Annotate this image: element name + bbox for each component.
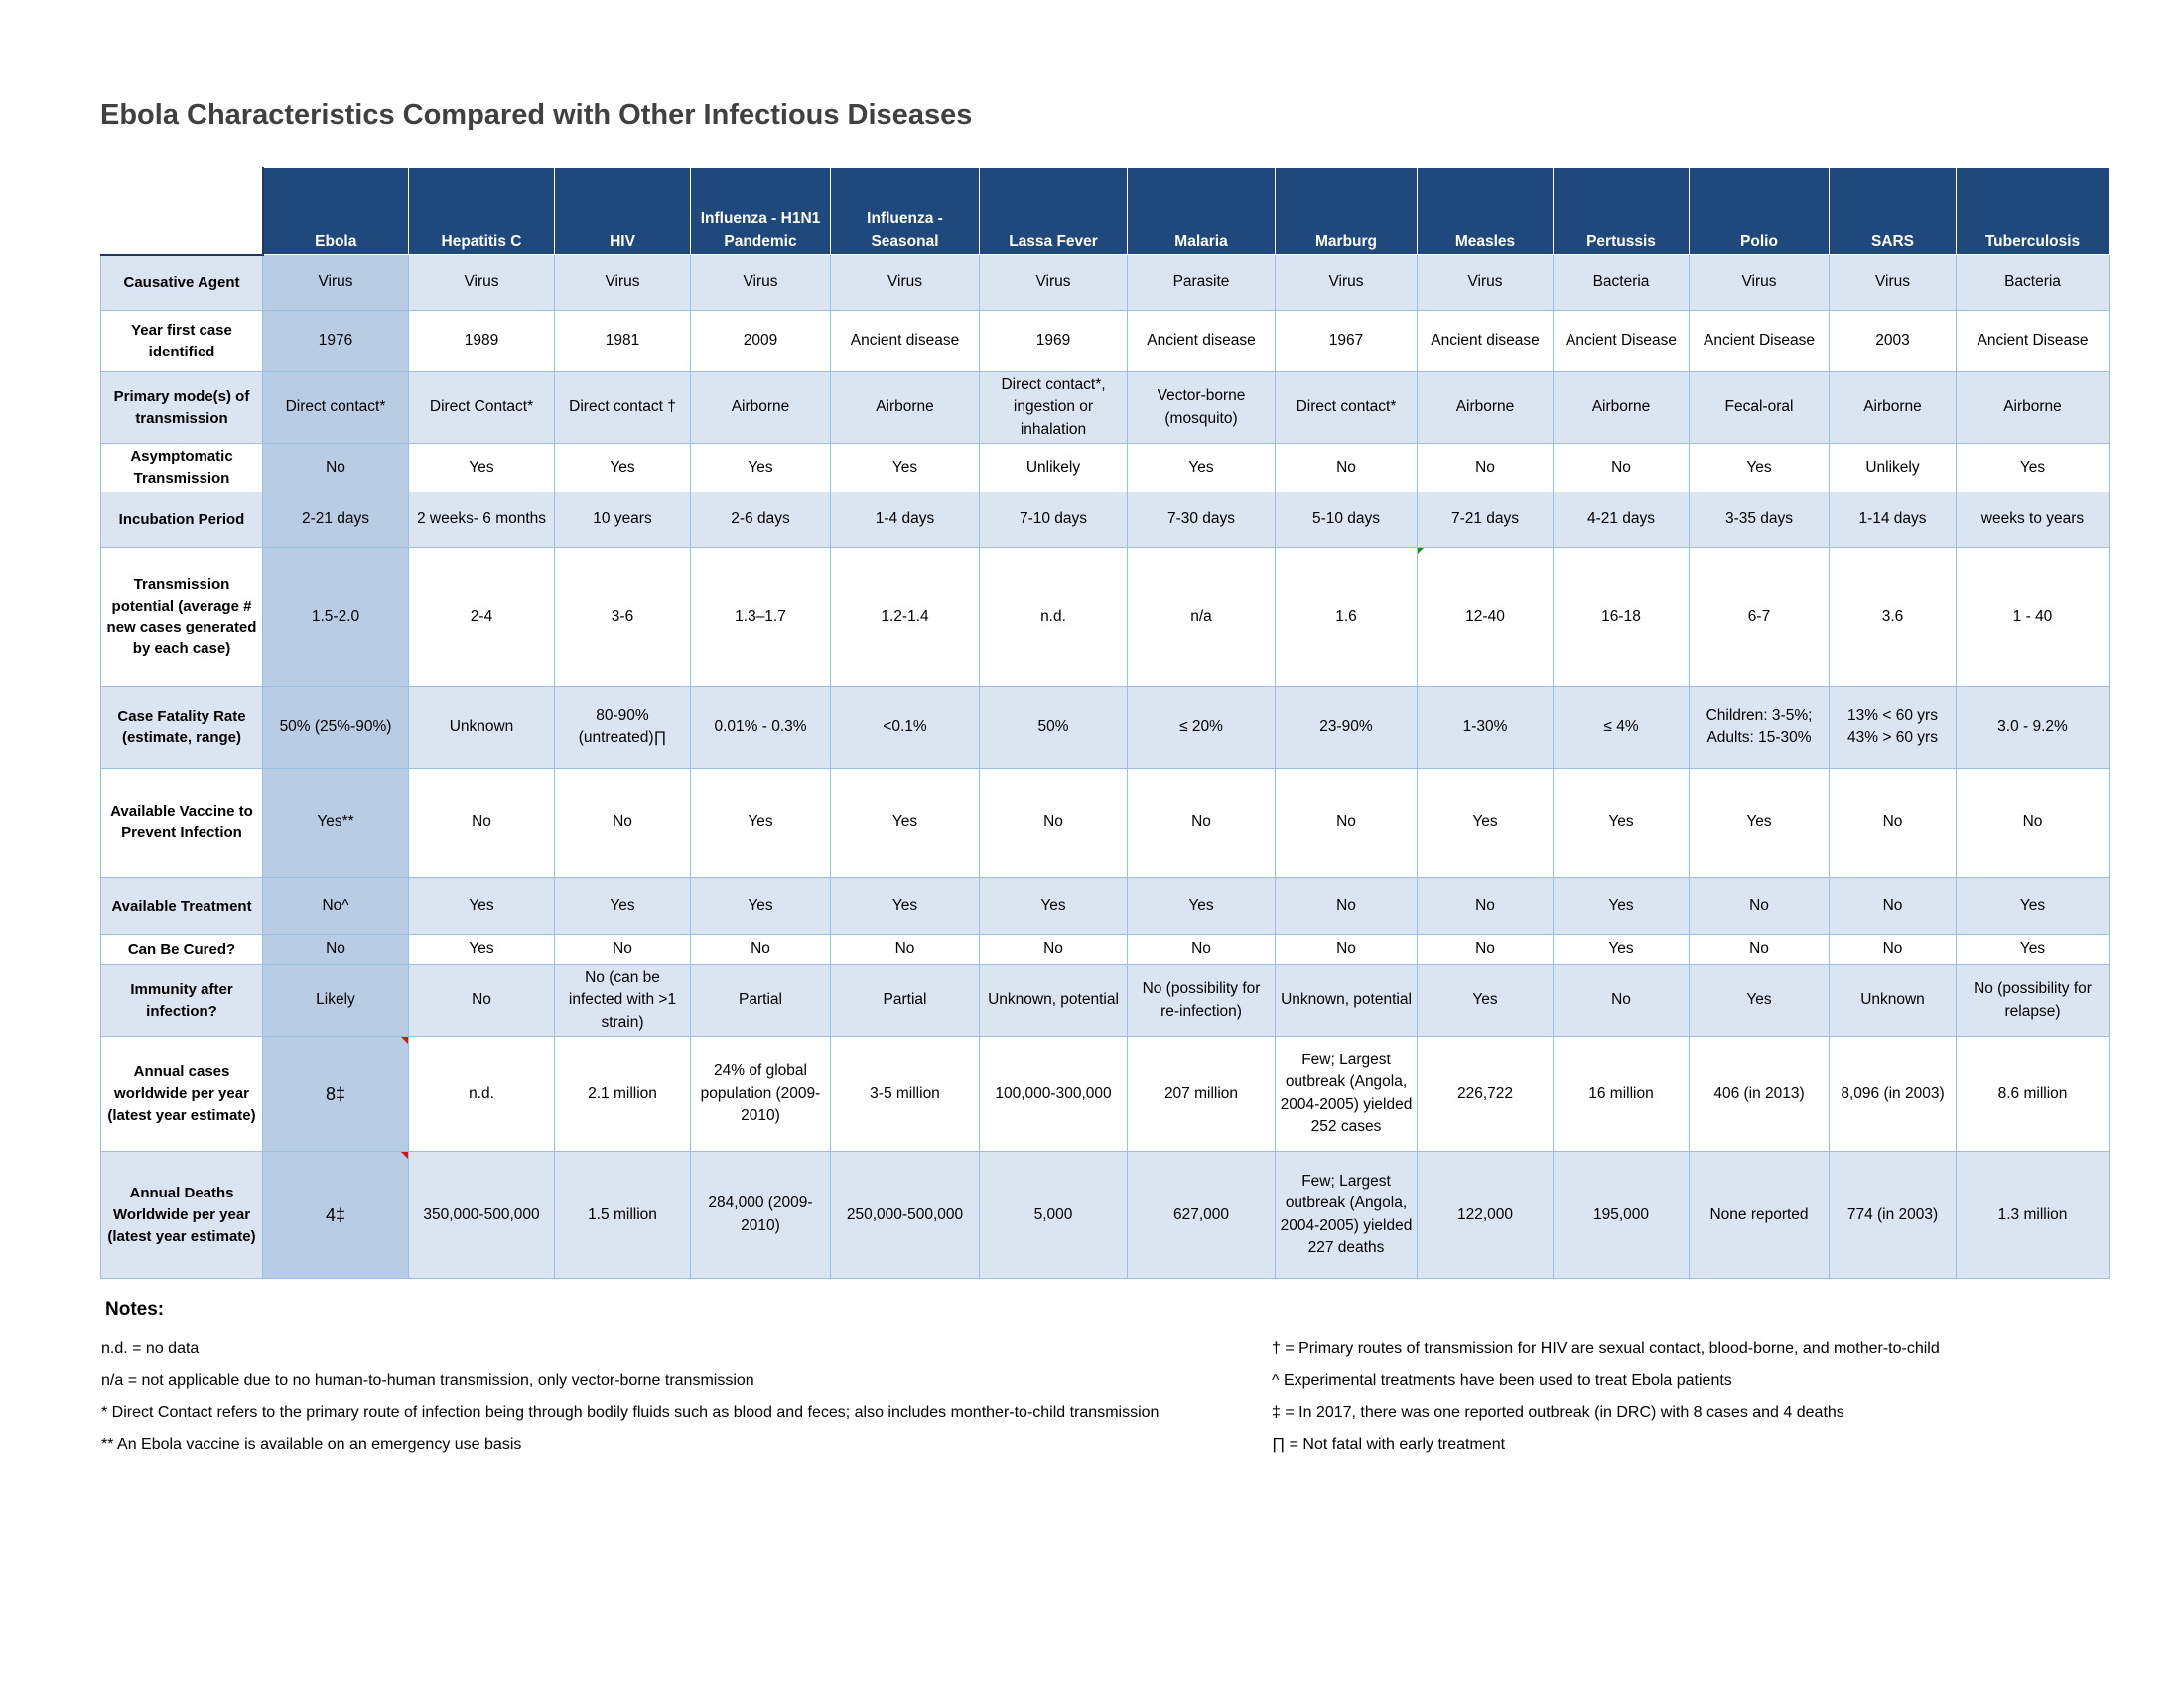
table-cell: 1-14 days	[1830, 492, 1957, 547]
table-cell: Likely	[263, 964, 409, 1036]
note-item: n.d. = no data	[101, 1340, 200, 1357]
table-cell: Partial	[831, 964, 980, 1036]
table-row	[101, 444, 2110, 492]
table-cell: No	[980, 934, 1128, 964]
table-cell: Airborne	[691, 372, 831, 444]
column-header-influenza-seasonal: Influenza - Seasonal	[831, 168, 980, 255]
table-cell: No	[555, 934, 691, 964]
table-cell: 4-21 days	[1554, 492, 1690, 547]
table-cell: Few; Largest outbreak (Angola, 2004-2005) yielded 252 cases	[1276, 1037, 1418, 1152]
table-row	[101, 686, 2110, 768]
table-cell: 13% < 60 yrs 43% > 60 yrs	[1830, 686, 1957, 768]
table-cell: 2003	[1830, 311, 1957, 372]
comment-marker-icon	[1418, 548, 1424, 554]
note-item: ** An Ebola vaccine is available on an emergency use basis	[101, 1436, 522, 1453]
table-cell: Direct contact*	[1276, 372, 1418, 444]
table-cell: No	[1957, 768, 2110, 877]
table-cell: ≤ 20%	[1128, 686, 1276, 768]
table-cell: 7-10 days	[980, 492, 1128, 547]
table-cell: Children: 3-5%; Adults: 15-30%	[1690, 686, 1830, 768]
table-cell: 250,000-500,000	[831, 1152, 980, 1279]
table-cell: No	[1128, 934, 1276, 964]
column-header-hiv: HIV	[555, 168, 691, 255]
table-cell: No	[1276, 444, 1418, 492]
note-item: ‡ = In 2017, there was one reported outbreak (in DRC) with 8 cases and 4 deaths	[1272, 1404, 1844, 1421]
row-header: Incubation Period	[101, 492, 263, 547]
table-cell: 50% (25%-90%)	[263, 686, 409, 768]
table-cell: 8‡	[263, 1037, 409, 1152]
table-cell: No	[980, 768, 1128, 877]
table-cell: Yes	[691, 877, 831, 934]
row-header: Available Vaccine to Prevent Infection	[101, 768, 263, 877]
page-title: Ebola Characteristics Compared with Other Infectious Diseases	[100, 99, 973, 131]
table-cell: 24% of global population (2009-2010)	[691, 1037, 831, 1152]
row-header: Causative Agent	[101, 255, 263, 311]
table-row	[101, 492, 2110, 547]
table-cell: 122,000	[1418, 1152, 1554, 1279]
table-cell: n.d.	[409, 1037, 555, 1152]
note-item: * Direct Contact refers to the primary route of infection being through bodily fluids such as blood and feces; also includes monther-to-child transmission	[101, 1404, 1160, 1421]
table-cell: 1-30%	[1418, 686, 1554, 768]
table-cell: 2009	[691, 311, 831, 372]
table-cell: Yes	[1690, 964, 1830, 1036]
table-cell: 50%	[980, 686, 1128, 768]
table-cell: 2-6 days	[691, 492, 831, 547]
table-cell: Yes	[1128, 444, 1276, 492]
column-header-malaria: Malaria	[1128, 168, 1276, 255]
table-cell: 2-4	[409, 547, 555, 686]
table-cell: 7-21 days	[1418, 492, 1554, 547]
table-cell: weeks to years	[1957, 492, 2110, 547]
table-cell: No (possibility for relapse)	[1957, 964, 2110, 1036]
table-cell: 284,000 (2009-2010)	[691, 1152, 831, 1279]
table-body	[101, 255, 2110, 1279]
table-cell: 7-30 days	[1128, 492, 1276, 547]
table-cell: Yes	[1418, 768, 1554, 877]
table-row	[101, 964, 2110, 1036]
table-row	[101, 255, 2110, 311]
table-cell: Direct contact*, ingestion or inhalation	[980, 372, 1128, 444]
table-cell: Ancient Disease	[1690, 311, 1830, 372]
table-cell: Virus	[1690, 255, 1830, 311]
notes-section	[100, 1299, 2086, 1453]
table-cell: No	[263, 444, 409, 492]
table-cell: 4‡	[263, 1152, 409, 1279]
table-cell: Yes	[831, 768, 980, 877]
table-cell: No	[1690, 877, 1830, 934]
table-cell: No^	[263, 877, 409, 934]
note-item: n/a = not applicable due to no human-to-human transmission, only vector-borne transmission	[101, 1372, 754, 1389]
column-header-marburg: Marburg	[1276, 168, 1418, 255]
table-cell: No	[1128, 768, 1276, 877]
table-cell: 8.6 million	[1957, 1037, 2110, 1152]
note-item: † = Primary routes of transmission for HIV are sexual contact, blood-borne, and mother-to-child	[1272, 1340, 1940, 1357]
table-cell: ≤ 4%	[1554, 686, 1690, 768]
table-cell: No	[1830, 934, 1957, 964]
row-header: Annual Deaths Worldwide per year (latest year estimate)	[101, 1152, 263, 1279]
column-header-tuberculosis: Tuberculosis	[1957, 168, 2110, 255]
table-cell: 5,000	[980, 1152, 1128, 1279]
table-cell: Virus	[555, 255, 691, 311]
table-cell: 1.5-2.0	[263, 547, 409, 686]
table-cell: Yes	[831, 877, 980, 934]
table-cell: 1 - 40	[1957, 547, 2110, 686]
table-cell: Fecal-oral	[1690, 372, 1830, 444]
table-cell: Yes**	[263, 768, 409, 877]
table-cell: Yes	[409, 934, 555, 964]
table-cell: Yes	[691, 444, 831, 492]
table-cell: No	[1418, 444, 1554, 492]
table-row	[101, 877, 2110, 934]
table-cell: 226,722	[1418, 1037, 1554, 1152]
table-row	[101, 1152, 2110, 1279]
table-cell: No (can be infected with >1 strain)	[555, 964, 691, 1036]
table-cell: 3-5 million	[831, 1037, 980, 1152]
table-cell: n/a	[1128, 547, 1276, 686]
table-cell: Ancient disease	[831, 311, 980, 372]
table-row	[101, 547, 2110, 686]
table-cell: Yes	[1690, 768, 1830, 877]
table-cell: Virus	[1418, 255, 1554, 311]
table-cell: No	[555, 768, 691, 877]
row-header: Primary mode(s) of transmission	[101, 372, 263, 444]
table-cell: Unknown	[1830, 964, 1957, 1036]
table-cell: Direct Contact*	[409, 372, 555, 444]
table-cell: 3.0 - 9.2%	[1957, 686, 2110, 768]
table-cell: Parasite	[1128, 255, 1276, 311]
table-cell: Direct contact †	[555, 372, 691, 444]
table-cell: No	[1554, 444, 1690, 492]
row-header: Can Be Cured?	[101, 934, 263, 964]
table-cell: No	[831, 934, 980, 964]
table-cell: Ancient disease	[1418, 311, 1554, 372]
table-cell: No	[691, 934, 831, 964]
table-cell: 2.1 million	[555, 1037, 691, 1152]
comparison-table	[100, 167, 2110, 1279]
table-cell: Yes	[409, 877, 555, 934]
table-cell: <0.1%	[831, 686, 980, 768]
column-header-ebola: Ebola	[263, 168, 409, 255]
table-cell: Unlikely	[980, 444, 1128, 492]
table-cell: 1.2-1.4	[831, 547, 980, 686]
table-cell: Virus	[980, 255, 1128, 311]
table-cell: 16 million	[1554, 1037, 1690, 1152]
table-cell: 2 weeks- 6 months	[409, 492, 555, 547]
column-header-influenza-h1n1: Influenza - H1N1 Pandemic	[691, 168, 831, 255]
table-cell: Yes	[831, 444, 980, 492]
table-cell: Bacteria	[1957, 255, 2110, 311]
disease-header-row	[101, 168, 2110, 255]
table-cell: Virus	[409, 255, 555, 311]
table-cell: Few; Largest outbreak (Angola, 2004-2005) yielded 227 deaths	[1276, 1152, 1418, 1279]
table-cell: 1967	[1276, 311, 1418, 372]
table-cell: 2-21 days	[263, 492, 409, 547]
row-header: Available Treatment	[101, 877, 263, 934]
notes-left-column	[101, 1338, 1159, 1466]
table-cell: Unlikely	[1830, 444, 1957, 492]
table-cell: No	[1418, 877, 1554, 934]
table-cell: 100,000-300,000	[980, 1037, 1128, 1152]
table-cell: Yes	[555, 444, 691, 492]
table-cell: Virus	[831, 255, 980, 311]
row-header: Asymptomatic Transmission	[101, 444, 263, 492]
table-cell: 6-7	[1690, 547, 1830, 686]
column-header-pertussis: Pertussis	[1554, 168, 1690, 255]
table-cell: 1976	[263, 311, 409, 372]
table-cell: 1.6	[1276, 547, 1418, 686]
table-cell: 350,000-500,000	[409, 1152, 555, 1279]
table-cell: 5-10 days	[1276, 492, 1418, 547]
note-item: ∏ = Not fatal with early treatment	[1272, 1436, 1506, 1453]
table-cell: Yes	[1957, 444, 2110, 492]
row-header: Case Fatality Rate (estimate, range)	[101, 686, 263, 768]
table-cell: 195,000	[1554, 1152, 1690, 1279]
table-cell: Direct contact*	[263, 372, 409, 444]
column-header-sars: SARS	[1830, 168, 1957, 255]
row-header: Transmission potential (average # new cases generated by each case)	[101, 547, 263, 686]
table-cell: Yes	[1128, 877, 1276, 934]
table-cell: Ancient Disease	[1957, 311, 2110, 372]
table-cell: No	[409, 768, 555, 877]
table-cell: 1-4 days	[831, 492, 980, 547]
table-cell: Unknown, potential	[980, 964, 1128, 1036]
table-cell: Virus	[1276, 255, 1418, 311]
table-cell: No	[1830, 877, 1957, 934]
table-cell: 1.5 million	[555, 1152, 691, 1279]
table-cell: Yes	[1957, 934, 2110, 964]
table-cell: 1.3–1.7	[691, 547, 831, 686]
table-cell: Yes	[691, 768, 831, 877]
table-cell: Yes	[1690, 444, 1830, 492]
table-cell: 3.6	[1830, 547, 1957, 686]
column-header-hepatitis-c: Hepatitis C	[409, 168, 555, 255]
note-item: ^ Experimental treatments have been used to treat Ebola patients	[1272, 1372, 1732, 1389]
table-cell: No	[1418, 934, 1554, 964]
table-cell: Airborne	[1830, 372, 1957, 444]
table-cell: No	[1830, 768, 1957, 877]
table-cell: Unknown	[409, 686, 555, 768]
table-cell: 1.3 million	[1957, 1152, 2110, 1279]
table-row	[101, 768, 2110, 877]
table-row	[101, 372, 2110, 444]
table-cell: Virus	[691, 255, 831, 311]
table-row	[101, 1037, 2110, 1152]
table-cell: 23-90%	[1276, 686, 1418, 768]
corner-cell	[101, 168, 263, 255]
table-cell: 10 years	[555, 492, 691, 547]
table-cell: 1981	[555, 311, 691, 372]
table-cell: Yes	[1957, 877, 2110, 934]
table-cell: Vector-borne (mosquito)	[1128, 372, 1276, 444]
table-cell: Yes	[980, 877, 1128, 934]
table-cell: Ancient disease	[1128, 311, 1276, 372]
table-cell: Partial	[691, 964, 831, 1036]
table-cell: Yes	[1418, 964, 1554, 1036]
table-cell: No	[1276, 768, 1418, 877]
table-cell: Yes	[409, 444, 555, 492]
table-cell: Airborne	[1554, 372, 1690, 444]
table-cell: Yes	[555, 877, 691, 934]
table-cell: No	[263, 934, 409, 964]
table-cell: Virus	[1830, 255, 1957, 311]
table-cell: No	[1276, 934, 1418, 964]
table-cell: 80-90% (untreated)∏	[555, 686, 691, 768]
table-cell: 774 (in 2003)	[1830, 1152, 1957, 1279]
column-header-lassa-fever: Lassa Fever	[980, 168, 1128, 255]
table-cell: Virus	[263, 255, 409, 311]
table-cell: No	[1554, 964, 1690, 1036]
table-cell: 16-18	[1554, 547, 1690, 686]
table-cell: 1969	[980, 311, 1128, 372]
table-cell: Airborne	[1418, 372, 1554, 444]
table-cell: Unknown, potential	[1276, 964, 1418, 1036]
table-cell: No	[1690, 934, 1830, 964]
row-header: Immunity after infection?	[101, 964, 263, 1036]
table-cell: Yes	[1554, 768, 1690, 877]
table-cell: 1989	[409, 311, 555, 372]
table-cell: Yes	[1554, 934, 1690, 964]
table-cell: Bacteria	[1554, 255, 1690, 311]
table-row	[101, 311, 2110, 372]
table-cell: No (possibility for re-infection)	[1128, 964, 1276, 1036]
column-header-polio: Polio	[1690, 168, 1830, 255]
table-row	[101, 934, 2110, 964]
table-cell: No	[409, 964, 555, 1036]
table-cell: Ancient Disease	[1554, 311, 1690, 372]
notes-right-column	[1272, 1338, 1940, 1466]
table-cell: 0.01% - 0.3%	[691, 686, 831, 768]
column-header-measles: Measles	[1418, 168, 1554, 255]
table-cell: 3-35 days	[1690, 492, 1830, 547]
table-cell: No	[1276, 877, 1418, 934]
table-cell: n.d.	[980, 547, 1128, 686]
table-cell: 627,000	[1128, 1152, 1276, 1279]
comment-marker-icon	[401, 1152, 408, 1159]
notes-heading: Notes:	[105, 1299, 165, 1320]
comment-marker-icon	[401, 1037, 408, 1044]
table-cell: 207 million	[1128, 1037, 1276, 1152]
table-cell: 12-40	[1418, 547, 1554, 686]
table-cell: Yes	[1554, 877, 1690, 934]
table-cell: 3-6	[555, 547, 691, 686]
table-cell: None reported	[1690, 1152, 1830, 1279]
table-cell: 406 (in 2013)	[1690, 1037, 1830, 1152]
row-header: Annual cases worldwide per year (latest year estimate)	[101, 1037, 263, 1152]
table-cell: Airborne	[831, 372, 980, 444]
row-header: Year first case identified	[101, 311, 263, 372]
table-cell: 8,096 (in 2003)	[1830, 1037, 1957, 1152]
table-cell: Airborne	[1957, 372, 2110, 444]
